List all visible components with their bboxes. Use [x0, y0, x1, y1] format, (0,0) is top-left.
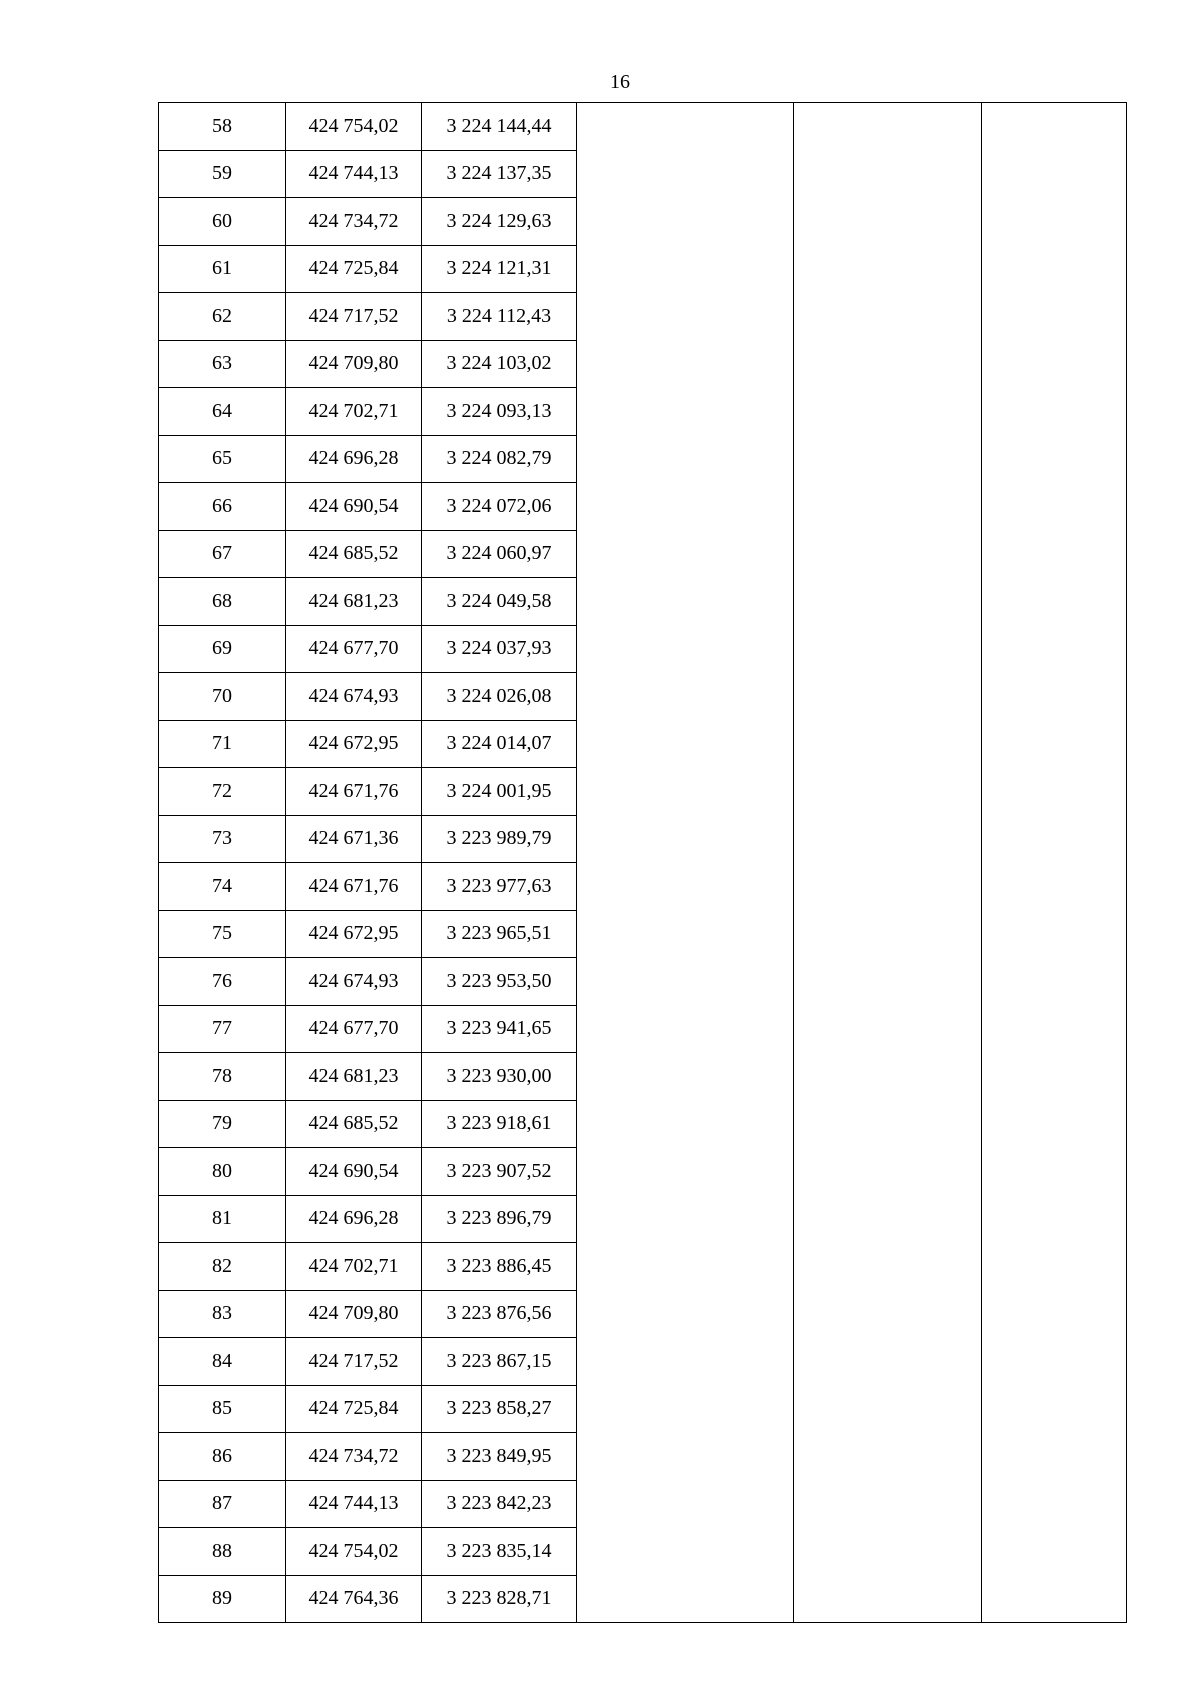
x-coordinate-cell: 424 696,28 [286, 1195, 422, 1243]
point-number-cell: 66 [159, 483, 286, 531]
x-coordinate-cell: 424 764,36 [286, 1575, 422, 1623]
y-coordinate-cell: 3 223 965,51 [422, 910, 577, 958]
x-coordinate-cell: 424 681,23 [286, 1053, 422, 1101]
point-number-cell: 77 [159, 1005, 286, 1053]
x-coordinate-cell: 424 674,93 [286, 673, 422, 721]
x-coordinate-cell: 424 734,72 [286, 1433, 422, 1481]
point-number-cell: 73 [159, 815, 286, 863]
point-number-cell: 83 [159, 1290, 286, 1338]
point-number-cell: 81 [159, 1195, 286, 1243]
point-number-cell: 72 [159, 768, 286, 816]
x-coordinate-cell: 424 672,95 [286, 720, 422, 768]
y-coordinate-cell: 3 223 828,71 [422, 1575, 577, 1623]
y-coordinate-cell: 3 223 918,61 [422, 1100, 577, 1148]
point-number-cell: 82 [159, 1243, 286, 1291]
y-coordinate-cell: 3 223 835,14 [422, 1528, 577, 1576]
x-coordinate-cell: 424 677,70 [286, 625, 422, 673]
x-coordinate-cell: 424 671,76 [286, 768, 422, 816]
point-number-cell: 74 [159, 863, 286, 911]
y-coordinate-cell: 3 224 001,95 [422, 768, 577, 816]
empty-column-5 [794, 103, 982, 1623]
y-coordinate-cell: 3 224 082,79 [422, 435, 577, 483]
point-number-cell: 75 [159, 910, 286, 958]
x-coordinate-cell: 424 717,52 [286, 1338, 422, 1386]
y-coordinate-cell: 3 224 037,93 [422, 625, 577, 673]
x-coordinate-cell: 424 702,71 [286, 1243, 422, 1291]
point-number-cell: 84 [159, 1338, 286, 1386]
y-coordinate-cell: 3 224 072,06 [422, 483, 577, 531]
x-coordinate-cell: 424 725,84 [286, 245, 422, 293]
point-number-cell: 85 [159, 1385, 286, 1433]
x-coordinate-cell: 424 734,72 [286, 198, 422, 246]
x-coordinate-cell: 424 754,02 [286, 103, 422, 151]
point-number-cell: 60 [159, 198, 286, 246]
y-coordinate-cell: 3 223 858,27 [422, 1385, 577, 1433]
y-coordinate-cell: 3 223 907,52 [422, 1148, 577, 1196]
point-number-cell: 89 [159, 1575, 286, 1623]
point-number-cell: 69 [159, 625, 286, 673]
point-number-cell: 80 [159, 1148, 286, 1196]
y-coordinate-cell: 3 223 953,50 [422, 958, 577, 1006]
page-number: 16 [610, 71, 630, 93]
x-coordinate-cell: 424 744,13 [286, 1480, 422, 1528]
y-coordinate-cell: 3 223 842,23 [422, 1480, 577, 1528]
point-number-cell: 87 [159, 1480, 286, 1528]
point-number-cell: 76 [159, 958, 286, 1006]
point-number-cell: 88 [159, 1528, 286, 1576]
coordinates-table [158, 102, 1127, 1623]
y-coordinate-cell: 3 223 941,65 [422, 1005, 577, 1053]
y-coordinate-cell: 3 224 144,44 [422, 103, 577, 151]
y-coordinate-cell: 3 224 121,31 [422, 245, 577, 293]
y-coordinate-cell: 3 223 930,00 [422, 1053, 577, 1101]
y-coordinate-cell: 3 224 026,08 [422, 673, 577, 721]
point-number-cell: 61 [159, 245, 286, 293]
point-number-cell: 71 [159, 720, 286, 768]
coordinates-table-body [159, 103, 1127, 1623]
y-coordinate-cell: 3 224 137,35 [422, 150, 577, 198]
point-number-cell: 86 [159, 1433, 286, 1481]
x-coordinate-cell: 424 709,80 [286, 340, 422, 388]
x-coordinate-cell: 424 685,52 [286, 1100, 422, 1148]
y-coordinate-cell: 3 224 093,13 [422, 388, 577, 436]
x-coordinate-cell: 424 681,23 [286, 578, 422, 626]
point-number-cell: 78 [159, 1053, 286, 1101]
x-coordinate-cell: 424 672,95 [286, 910, 422, 958]
x-coordinate-cell: 424 744,13 [286, 150, 422, 198]
y-coordinate-cell: 3 224 129,63 [422, 198, 577, 246]
x-coordinate-cell: 424 754,02 [286, 1528, 422, 1576]
point-number-cell: 59 [159, 150, 286, 198]
point-number-cell: 70 [159, 673, 286, 721]
x-coordinate-cell: 424 674,93 [286, 958, 422, 1006]
y-coordinate-cell: 3 224 103,02 [422, 340, 577, 388]
point-number-cell: 68 [159, 578, 286, 626]
empty-column-4 [577, 103, 794, 1623]
y-coordinate-cell: 3 223 876,56 [422, 1290, 577, 1338]
x-coordinate-cell: 424 702,71 [286, 388, 422, 436]
empty-column-6 [982, 103, 1127, 1623]
x-coordinate-cell: 424 696,28 [286, 435, 422, 483]
y-coordinate-cell: 3 224 060,97 [422, 530, 577, 578]
y-coordinate-cell: 3 224 049,58 [422, 578, 577, 626]
y-coordinate-cell: 3 224 014,07 [422, 720, 577, 768]
point-number-cell: 58 [159, 103, 286, 151]
point-number-cell: 79 [159, 1100, 286, 1148]
x-coordinate-cell: 424 690,54 [286, 483, 422, 531]
x-coordinate-cell: 424 690,54 [286, 1148, 422, 1196]
point-number-cell: 67 [159, 530, 286, 578]
x-coordinate-cell: 424 677,70 [286, 1005, 422, 1053]
point-number-cell: 65 [159, 435, 286, 483]
table-row [159, 103, 1127, 151]
point-number-cell: 64 [159, 388, 286, 436]
point-number-cell: 63 [159, 340, 286, 388]
y-coordinate-cell: 3 223 886,45 [422, 1243, 577, 1291]
x-coordinate-cell: 424 725,84 [286, 1385, 422, 1433]
point-number-cell: 62 [159, 293, 286, 341]
x-coordinate-cell: 424 671,76 [286, 863, 422, 911]
y-coordinate-cell: 3 223 989,79 [422, 815, 577, 863]
y-coordinate-cell: 3 223 896,79 [422, 1195, 577, 1243]
y-coordinate-cell: 3 223 867,15 [422, 1338, 577, 1386]
x-coordinate-cell: 424 717,52 [286, 293, 422, 341]
x-coordinate-cell: 424 709,80 [286, 1290, 422, 1338]
x-coordinate-cell: 424 671,36 [286, 815, 422, 863]
y-coordinate-cell: 3 224 112,43 [422, 293, 577, 341]
x-coordinate-cell: 424 685,52 [286, 530, 422, 578]
y-coordinate-cell: 3 223 977,63 [422, 863, 577, 911]
y-coordinate-cell: 3 223 849,95 [422, 1433, 577, 1481]
